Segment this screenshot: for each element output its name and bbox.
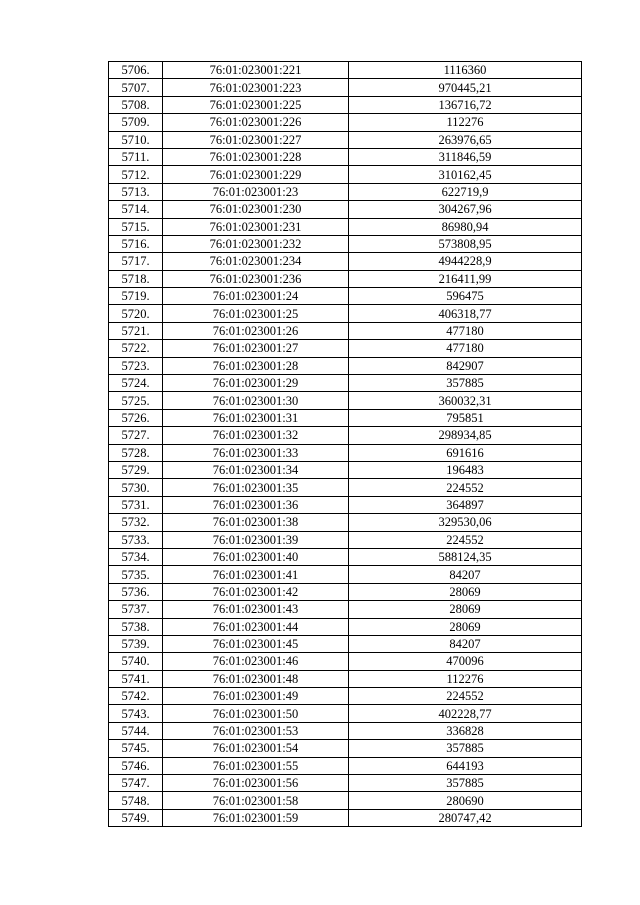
value-cell: 596475 [349,288,582,305]
row-number-cell: 5722. [109,340,163,357]
cadastral-number-cell: 76:01:023001:41 [163,566,349,583]
table-row [109,305,582,322]
value-cell: 311846,59 [349,148,582,165]
row-number-cell: 5731. [109,496,163,513]
row-number-cell: 5716. [109,235,163,252]
value-cell: 360032,31 [349,392,582,409]
table-row [109,705,582,722]
cadastral-number-cell: 76:01:023001:44 [163,618,349,635]
cadastral-number-cell: 76:01:023001:234 [163,253,349,270]
table-row [109,566,582,583]
value-cell: 298934,85 [349,427,582,444]
value-cell: 224552 [349,531,582,548]
value-cell: 196483 [349,461,582,478]
table-row [109,183,582,200]
table-row [109,601,582,618]
cadastral-number-cell: 76:01:023001:232 [163,235,349,252]
cadastral-number-cell: 76:01:023001:23 [163,183,349,200]
table-row [109,409,582,426]
cadastral-number-cell: 76:01:023001:25 [163,305,349,322]
table-row [109,114,582,131]
table-row [109,444,582,461]
row-number-cell: 5712. [109,166,163,183]
row-number-cell: 5707. [109,79,163,96]
cadastral-number-cell: 76:01:023001:28 [163,357,349,374]
row-number-cell: 5732. [109,514,163,531]
value-cell: 28069 [349,583,582,600]
row-number-cell: 5717. [109,253,163,270]
cadastral-number-cell: 76:01:023001:45 [163,635,349,652]
cadastral-number-cell: 76:01:023001:27 [163,340,349,357]
row-number-cell: 5725. [109,392,163,409]
value-cell: 280747,42 [349,809,582,826]
row-number-cell: 5718. [109,270,163,287]
value-cell: 357885 [349,740,582,757]
cadastral-number-cell: 76:01:023001:56 [163,775,349,792]
cadastral-number-cell: 76:01:023001:38 [163,514,349,531]
value-cell: 28069 [349,601,582,618]
table-row [109,531,582,548]
row-number-cell: 5737. [109,601,163,618]
cadastral-number-cell: 76:01:023001:34 [163,461,349,478]
cadastral-number-cell: 76:01:023001:225 [163,96,349,113]
cadastral-number-cell: 76:01:023001:226 [163,114,349,131]
cadastral-number-cell: 76:01:023001:221 [163,62,349,79]
table-row [109,775,582,792]
value-cell: 970445,21 [349,79,582,96]
table-row [109,740,582,757]
row-number-cell: 5747. [109,775,163,792]
value-cell: 406318,77 [349,305,582,322]
value-cell: 136716,72 [349,96,582,113]
value-cell: 84207 [349,566,582,583]
value-cell: 224552 [349,479,582,496]
cadastral-number-cell: 76:01:023001:50 [163,705,349,722]
value-cell: 573808,95 [349,235,582,252]
row-number-cell: 5729. [109,461,163,478]
cadastral-number-cell: 76:01:023001:227 [163,131,349,148]
cadastral-number-cell: 76:01:023001:29 [163,375,349,392]
table-row [109,96,582,113]
value-cell: 310162,45 [349,166,582,183]
value-cell: 224552 [349,688,582,705]
cadastral-number-cell: 76:01:023001:230 [163,201,349,218]
table-row [109,201,582,218]
table-row [109,357,582,374]
table-row [109,79,582,96]
row-number-cell: 5715. [109,218,163,235]
row-number-cell: 5726. [109,409,163,426]
value-cell: 357885 [349,375,582,392]
row-number-cell: 5720. [109,305,163,322]
cadastral-number-cell: 76:01:023001:40 [163,548,349,565]
value-cell: 477180 [349,340,582,357]
cadastral-number-cell: 76:01:023001:48 [163,670,349,687]
value-cell: 357885 [349,775,582,792]
row-number-cell: 5741. [109,670,163,687]
row-number-cell: 5736. [109,583,163,600]
value-cell: 263976,65 [349,131,582,148]
row-number-cell: 5749. [109,809,163,826]
row-number-cell: 5721. [109,322,163,339]
cadastral-number-cell: 76:01:023001:59 [163,809,349,826]
row-number-cell: 5710. [109,131,163,148]
row-number-cell: 5742. [109,688,163,705]
table-row [109,583,582,600]
table-row [109,618,582,635]
table-row [109,166,582,183]
cadastral-number-cell: 76:01:023001:54 [163,740,349,757]
value-cell: 28069 [349,618,582,635]
value-cell: 280690 [349,792,582,809]
row-number-cell: 5739. [109,635,163,652]
cadastral-number-cell: 76:01:023001:33 [163,444,349,461]
value-cell: 304267,96 [349,201,582,218]
cadastral-value-table [108,61,582,827]
table-row [109,757,582,774]
cadastral-number-cell: 76:01:023001:231 [163,218,349,235]
row-number-cell: 5709. [109,114,163,131]
value-cell: 795851 [349,409,582,426]
table-row [109,670,582,687]
row-number-cell: 5724. [109,375,163,392]
row-number-cell: 5727. [109,427,163,444]
row-number-cell: 5719. [109,288,163,305]
table-row [109,235,582,252]
value-cell: 86980,94 [349,218,582,235]
table-row [109,375,582,392]
row-number-cell: 5713. [109,183,163,200]
row-number-cell: 5746. [109,757,163,774]
row-number-cell: 5748. [109,792,163,809]
row-number-cell: 5734. [109,548,163,565]
cadastral-number-cell: 76:01:023001:49 [163,688,349,705]
row-number-cell: 5714. [109,201,163,218]
table-row [109,479,582,496]
cadastral-number-cell: 76:01:023001:31 [163,409,349,426]
table-row [109,131,582,148]
row-number-cell: 5711. [109,148,163,165]
value-cell: 402228,77 [349,705,582,722]
table-row [109,653,582,670]
row-number-cell: 5708. [109,96,163,113]
table-row [109,270,582,287]
cadastral-number-cell: 76:01:023001:32 [163,427,349,444]
value-cell: 622719,9 [349,183,582,200]
cadastral-number-cell: 76:01:023001:35 [163,479,349,496]
value-cell: 842907 [349,357,582,374]
table-row [109,722,582,739]
value-cell: 216411,99 [349,270,582,287]
row-number-cell: 5738. [109,618,163,635]
cadastral-number-cell: 76:01:023001:229 [163,166,349,183]
value-cell: 470096 [349,653,582,670]
value-cell: 84207 [349,635,582,652]
table-row [109,253,582,270]
table-row [109,218,582,235]
table-row [109,548,582,565]
value-cell: 112276 [349,114,582,131]
row-number-cell: 5735. [109,566,163,583]
row-number-cell: 5733. [109,531,163,548]
table-row [109,461,582,478]
table-row [109,340,582,357]
row-number-cell: 5706. [109,62,163,79]
table-row [109,322,582,339]
value-cell: 112276 [349,670,582,687]
cadastral-number-cell: 76:01:023001:46 [163,653,349,670]
row-number-cell: 5743. [109,705,163,722]
row-number-cell: 5744. [109,722,163,739]
value-cell: 477180 [349,322,582,339]
value-cell: 329530,06 [349,514,582,531]
cadastral-number-cell: 76:01:023001:223 [163,79,349,96]
table-row [109,392,582,409]
cadastral-number-cell: 76:01:023001:55 [163,757,349,774]
cadastral-number-cell: 76:01:023001:43 [163,601,349,618]
table-body [109,62,582,827]
cadastral-number-cell: 76:01:023001:24 [163,288,349,305]
table-row [109,427,582,444]
value-cell: 1116360 [349,62,582,79]
table-row [109,688,582,705]
row-number-cell: 5728. [109,444,163,461]
value-cell: 4944228,9 [349,253,582,270]
row-number-cell: 5740. [109,653,163,670]
table-row [109,635,582,652]
value-cell: 644193 [349,757,582,774]
row-number-cell: 5745. [109,740,163,757]
cadastral-number-cell: 76:01:023001:58 [163,792,349,809]
value-cell: 364897 [349,496,582,513]
table-row [109,514,582,531]
cadastral-number-cell: 76:01:023001:228 [163,148,349,165]
cadastral-number-cell: 76:01:023001:53 [163,722,349,739]
table-row [109,148,582,165]
table-row [109,809,582,826]
cadastral-number-cell: 76:01:023001:39 [163,531,349,548]
value-cell: 691616 [349,444,582,461]
row-number-cell: 5730. [109,479,163,496]
cadastral-number-cell: 76:01:023001:30 [163,392,349,409]
table-row [109,792,582,809]
value-cell: 588124,35 [349,548,582,565]
row-number-cell: 5723. [109,357,163,374]
cadastral-number-cell: 76:01:023001:36 [163,496,349,513]
table-row [109,288,582,305]
table-row [109,62,582,79]
value-cell: 336828 [349,722,582,739]
cadastral-number-cell: 76:01:023001:26 [163,322,349,339]
cadastral-number-cell: 76:01:023001:42 [163,583,349,600]
cadastral-number-cell: 76:01:023001:236 [163,270,349,287]
table-row [109,496,582,513]
